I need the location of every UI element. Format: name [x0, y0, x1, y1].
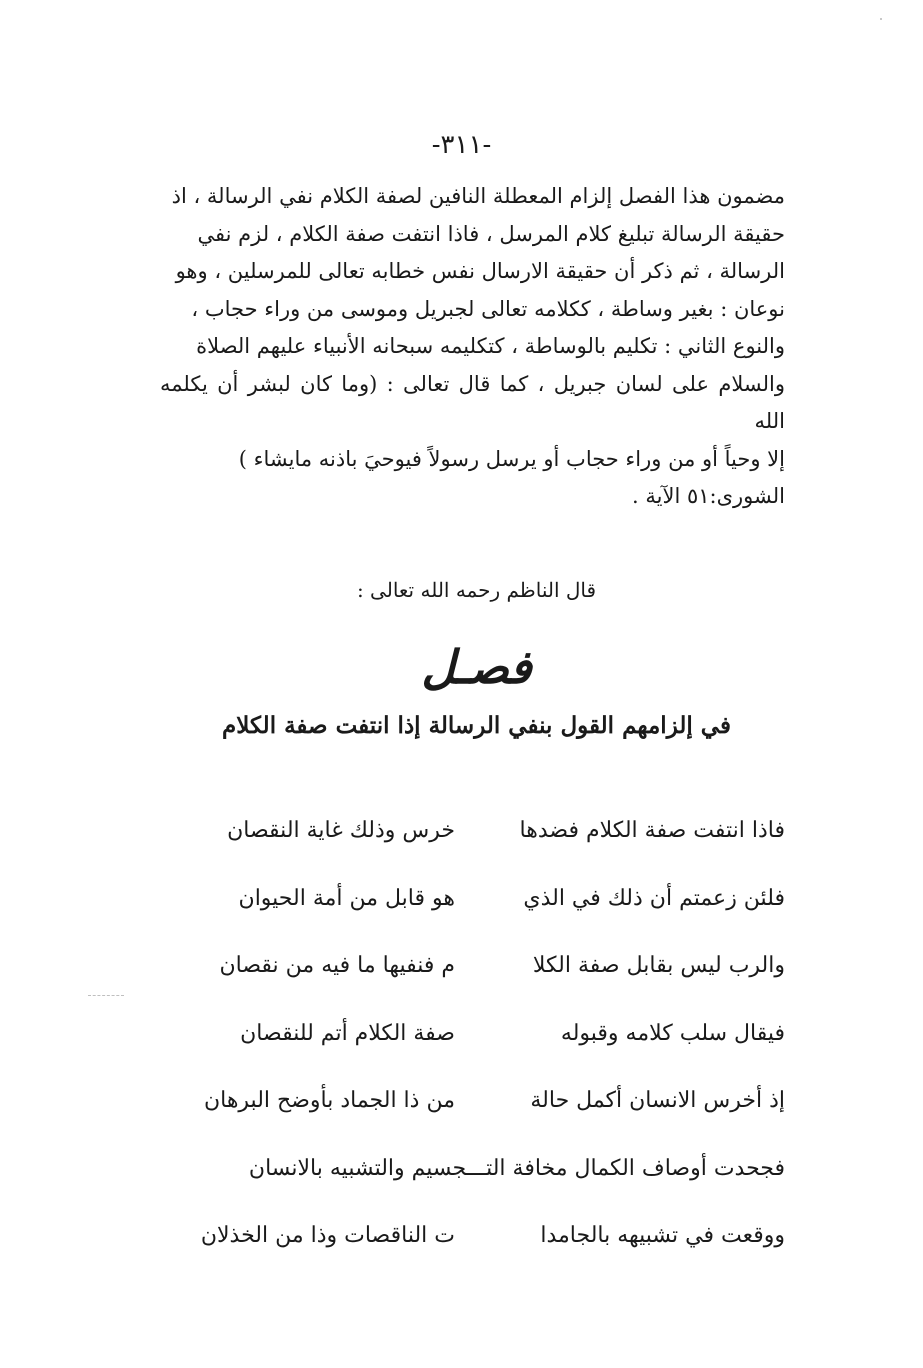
- page-number: -٣١١-: [431, 130, 492, 160]
- commentary-line: حقيقة الرسالة تبليغ كلام المرسل ، فاذا انتفت صفة الكلام ، لزم نفي: [197, 221, 785, 246]
- verse-second-hemistich: صفة الكلام أتم للنقصان: [240, 1020, 455, 1046]
- verse-second-hemistich: هو قابل من أمة الحيوان: [238, 885, 455, 911]
- commentary-line: إلا وحياً أو من وراء حجاب أو يرسل رسولاً فيوحيَ باذنه مايشاء ): [238, 446, 785, 471]
- verse-first-hemistich: فلئن زعمتم أن ذلك في الذي: [523, 885, 785, 911]
- commentary-line: الرسالة ، ثم ذكر أن حقيقة الارسال نفس خطابه تعالى للمرسلين ، وهو: [175, 259, 785, 283]
- verse-full-line: فجحدت أوصاف الكمال مخافة التـــجسيم والتشبيه بالانسان: [248, 1155, 785, 1181]
- verse: [155, 808, 785, 876]
- commentary-line: والسلام على لسان جبريل ، كما قال تعالى : (وما كان لبشر أن يكلمه الله: [160, 371, 785, 433]
- commentary-line: مضمون هذا الفصل إلزام المعطلة النافين لصفة الكلام نفي الرسالة ، اذ: [171, 184, 785, 208]
- commentary-line: نوعان : بغير وساطة ، ككلامه تعالى لجبريل وموسى من وراء حجاب ،: [191, 296, 785, 321]
- section-title: فصـل: [421, 640, 532, 694]
- commentary-line: الشورى:٥١ الآية .: [632, 484, 785, 508]
- poet-intro: قال الناظم رحمه الله تعالى :: [356, 578, 597, 602]
- verse-second-hemistich: خرس وذلك غاية النقصان: [227, 818, 455, 843]
- verse: [155, 1146, 785, 1214]
- verse-first-hemistich: فاذا انتفت صفة الكلام فضدها: [519, 818, 785, 843]
- margin-dash-mark: [88, 995, 124, 996]
- verse-first-hemistich: فيقال سلب كلامه وقبوله: [560, 1020, 785, 1046]
- poem: [155, 808, 785, 1281]
- section-subtitle: في إلزامهم القول بنفي الرسالة إذا انتفت صفة الكلام: [222, 712, 731, 739]
- verse-second-hemistich: من ذا الجماد بأوضح البرهان: [203, 1088, 455, 1113]
- commentary-paragraph: [160, 178, 785, 516]
- verse-first-hemistich: والرب ليس بقابل صفة الكلا: [532, 953, 785, 978]
- commentary-line: والنوع الثاني : تكليم بالوساطة ، كتكليمه سبحانه الأنبياء عليهم الصلاة: [196, 334, 785, 358]
- verse: [155, 1011, 785, 1079]
- verse-first-hemistich: ووقعت في تشبيهه بالجامدا: [540, 1223, 785, 1248]
- verse-second-hemistich: ت الناقصات وذا من الخذلان: [200, 1223, 455, 1248]
- scan-speck: [880, 18, 882, 20]
- verse: [155, 1213, 785, 1281]
- verse: [155, 943, 785, 1011]
- verse: [155, 876, 785, 944]
- verse-second-hemistich: م فنفيها ما فيه من نقصان: [219, 953, 455, 978]
- verse: [155, 1078, 785, 1146]
- verse-first-hemistich: إذ أخرس الانسان أكمل حالة: [530, 1088, 785, 1113]
